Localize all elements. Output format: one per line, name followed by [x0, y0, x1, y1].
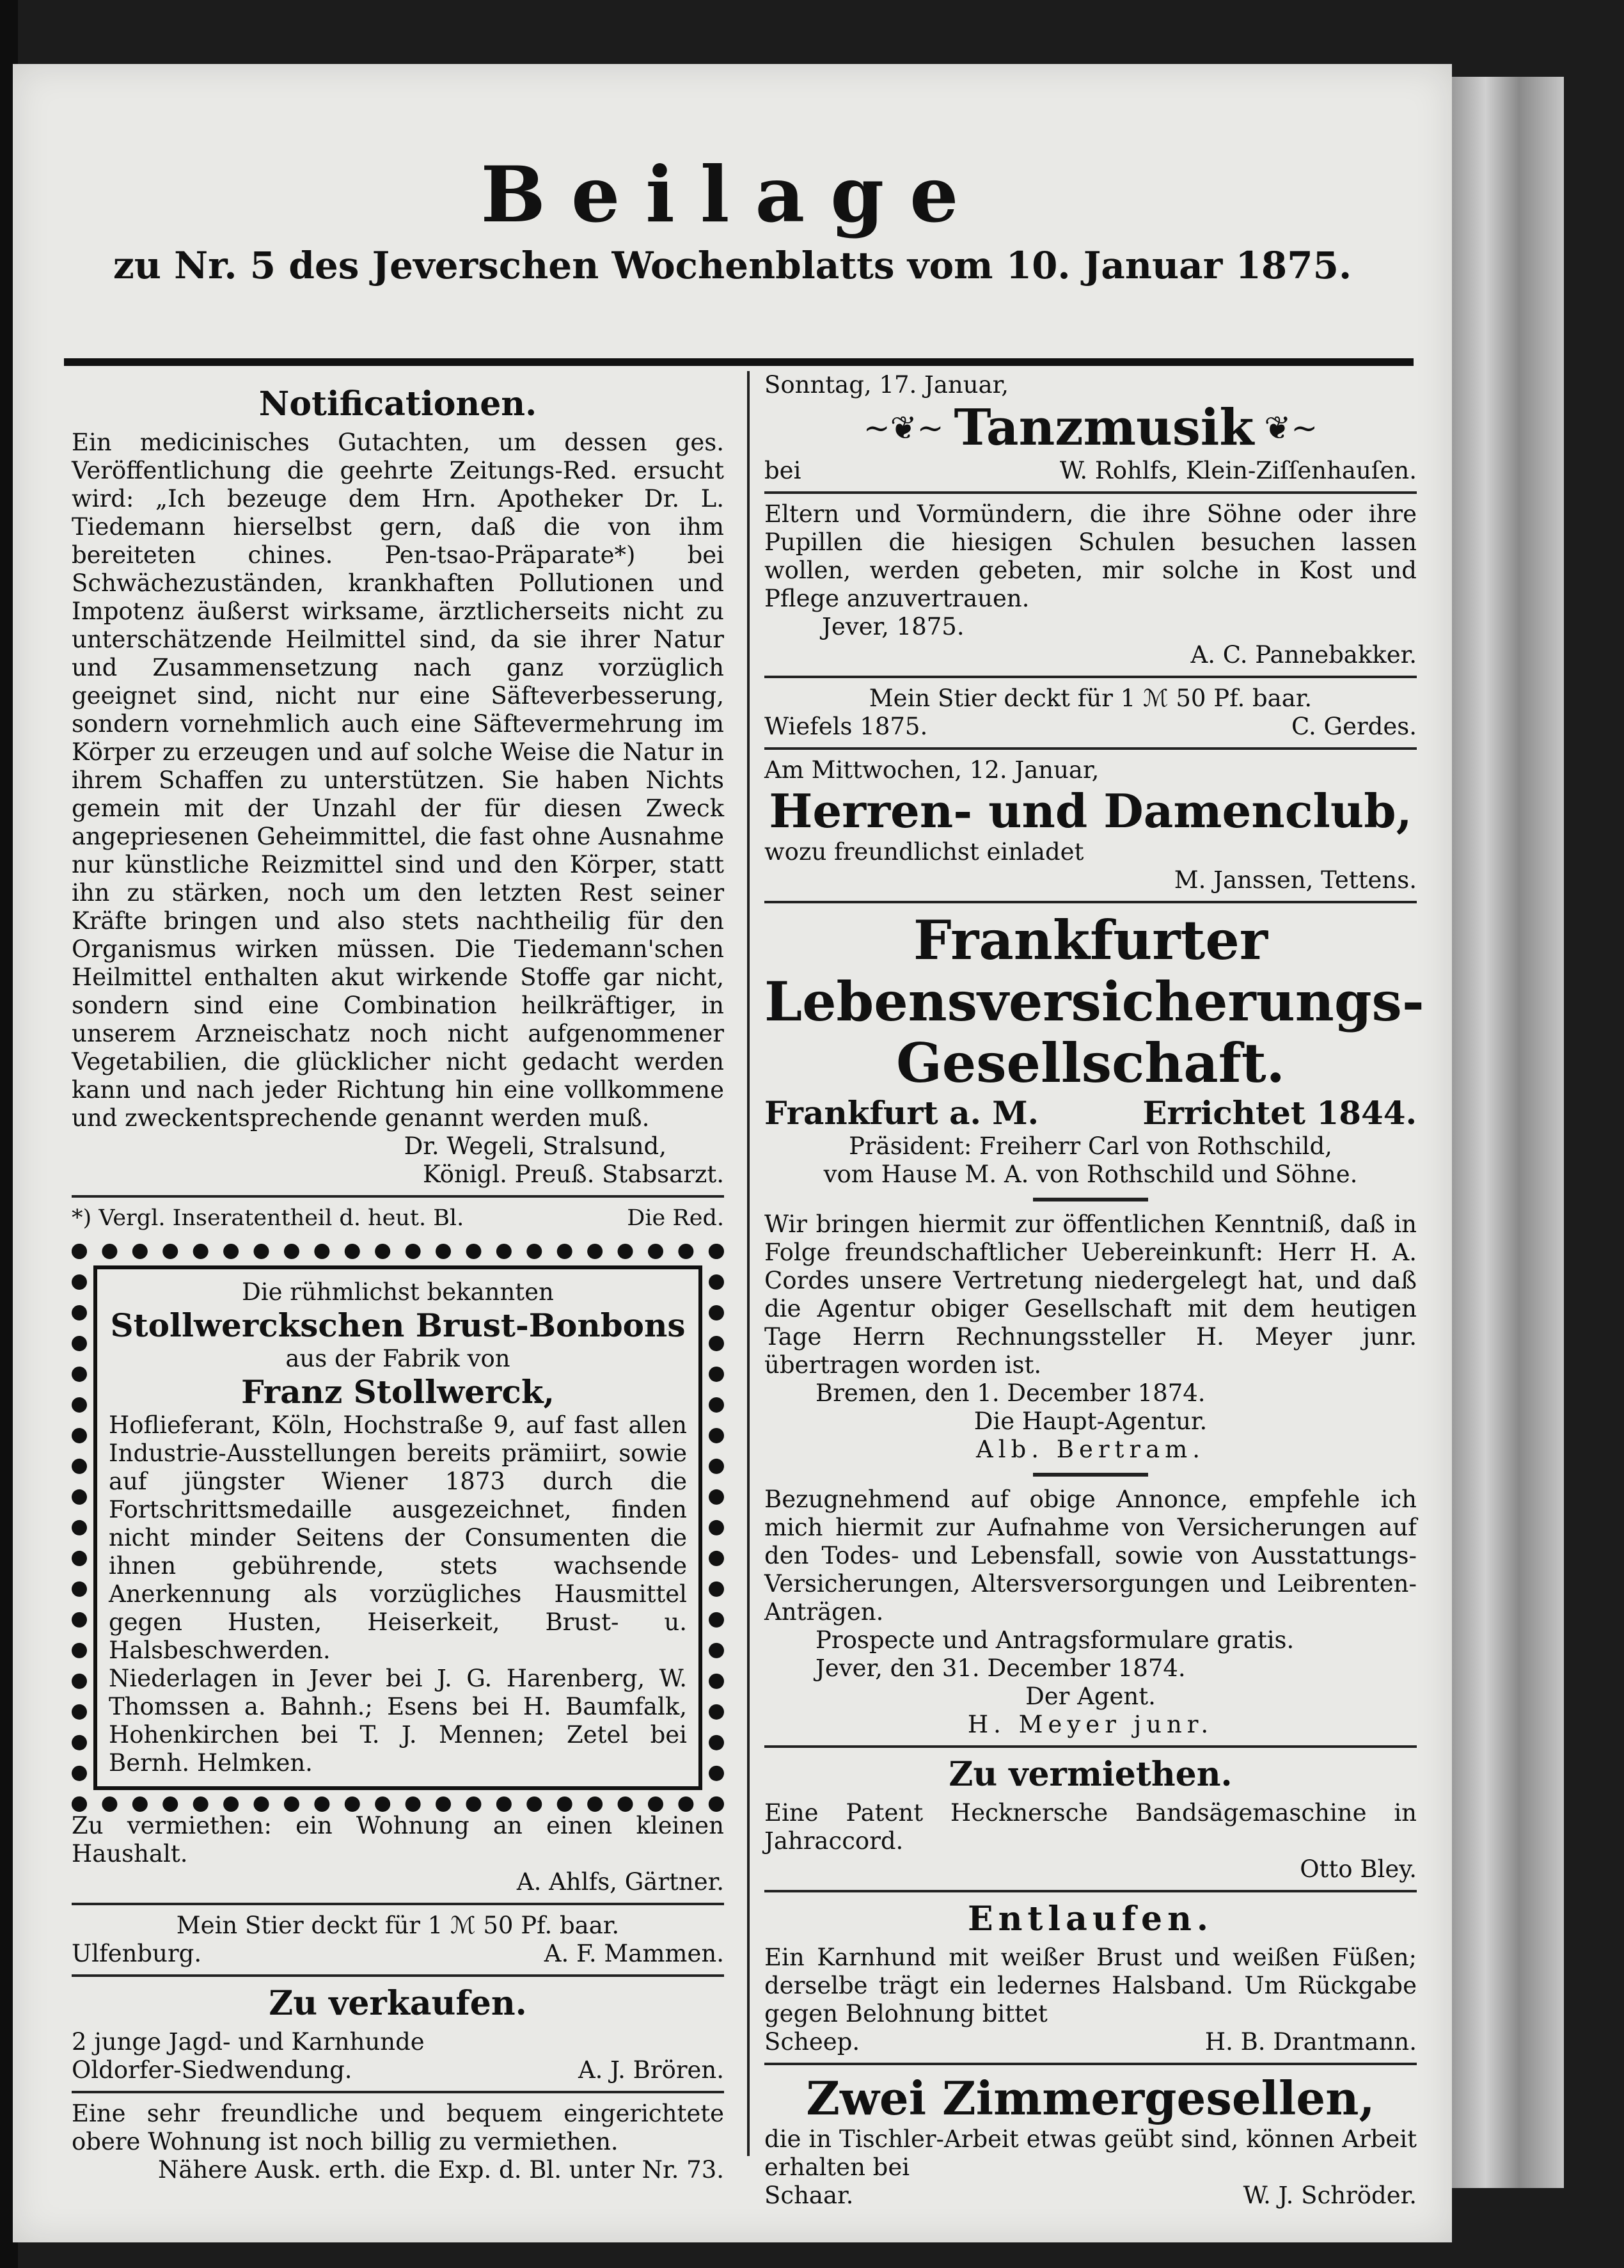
- sale-ad: [72, 1983, 724, 2084]
- tanz-ad: [764, 371, 1417, 485]
- page-header: [13, 150, 1452, 288]
- divider: [764, 747, 1417, 750]
- bull-ad-1-sign: [72, 1940, 724, 1968]
- frankfurter-president: Präsident: Freiherr Carl von Rothschild,: [849, 1132, 1332, 1160]
- divider: [764, 676, 1417, 678]
- rent-ad-2-name: Otto Bley.: [1300, 1855, 1417, 1883]
- bull-ad-2-sign: [764, 713, 1417, 741]
- frankfurter-date: Bremen, den 1. December 1874.: [816, 1379, 1206, 1407]
- left-column: [72, 384, 724, 2184]
- rent-ad-2-text: Eine Patent Hecknersche Bandsägemaschine in Jahraccord.: [764, 1799, 1417, 1855]
- divider: [764, 2063, 1417, 2065]
- bull-ad-2-name: C. Gerdes.: [1291, 713, 1417, 740]
- rent-ad-2: [764, 1754, 1417, 1883]
- divider: [72, 1974, 724, 1977]
- footnote-editor: Die Red.: [627, 1205, 724, 1231]
- sale-text: 2 junge Jagd- und Karnhunde: [72, 2028, 425, 2056]
- tanz-host-line: [764, 457, 1417, 485]
- header-rule: [64, 358, 1414, 366]
- bull-ad-2: [764, 685, 1417, 741]
- frankfurter-prospekte: Prospecte und Antragsformulare gratis.: [816, 1626, 1295, 1654]
- bull-ad-2-text: Mein Stier deckt für 1 ℳ 50 Pf. baar.: [869, 685, 1313, 712]
- sale-name: A. J. Brören.: [578, 2056, 724, 2084]
- club-date: Am Mittwochen, 12. Januar,: [764, 756, 1100, 784]
- frankfurter-offer: Bezugnehmend auf obige Annonce, empfehle ich mich hiermit zur Aufnahme von Versicherungen auf den Todes- und Lebensfall, sowie von Ausstattungs-Versicherungen, Altersversorgungen und Leibrenten-Anträgen.: [764, 1486, 1417, 1626]
- pannebakker-place: Jever, 1875.: [822, 613, 965, 640]
- page-subtitle: zu Nr. 5 des Jeverschen Wochenblatts vom 10. Januar 1875.: [113, 244, 1352, 287]
- sale-place: Oldorfer-Siedwendung.: [72, 2056, 352, 2084]
- frankfurter-notice: Wir bringen hiermit zur öffentlichen Kenntniß, daß in Folge freundschaftlicher Uebereinkunft: Herr H. A. Cordes unsere Vertretung niedergelegt hat, und daß die Agentur obiger Gesellschaft mit dem heutigen Tage Herrn Rechnungssteller H. Meyer junr. übertragen worden ist.: [764, 1210, 1417, 1379]
- flat-info: Nähere Ausk. erth. die Exp. d. Bl. unter Nr. 73.: [157, 2156, 724, 2184]
- bull-ad-1-place: Ulfenburg.: [72, 1940, 202, 1967]
- frankfurter-founded: Errichtet 1844.: [1142, 1094, 1417, 1132]
- bull-ad-2-place: Wiefels 1875.: [764, 713, 928, 740]
- club-invite: wozu freundlichst einladet: [764, 838, 1084, 866]
- bull-ad-1-text: Mein Stier deckt für 1 ℳ 50 Pf. baar.: [176, 1912, 620, 1939]
- bull-ad-1-name: A. F. Mammen.: [544, 1940, 724, 1967]
- journeymen-name: W. J. Schröder.: [1243, 2182, 1417, 2209]
- notifications-signature: Dr. Wegeli, Stralsund,: [404, 1132, 666, 1160]
- runaway-text: Ein Karnhund mit weißer Brust und weißen Füßen; derselbe trägt ein ledernes Halsband. Um Rückgabe gegen Belohnung bittet: [764, 1944, 1417, 2027]
- stollwerck-from: aus der Fabrik von: [285, 1345, 510, 1372]
- rent-ad-2-heading: Zu vermiethen.: [949, 1755, 1233, 1794]
- flat-ad: [72, 2100, 724, 2184]
- rent-ad-1: [72, 1812, 724, 1896]
- stollwerck-intro: Die rühmlichst bekannten: [242, 1278, 554, 1306]
- book-page-edges: [1452, 77, 1564, 2188]
- divider: [72, 1195, 724, 1198]
- runaway-place: Scheep.: [764, 2028, 860, 2056]
- runaway-ad: [764, 1899, 1417, 2056]
- divider: [72, 2091, 724, 2093]
- pannebakker-name: A. C. Pannebakker.: [1190, 641, 1417, 669]
- tanz-date: Sonntag, 17. Januar,: [764, 371, 1009, 399]
- divider: [764, 491, 1417, 494]
- tanz-title: Tanzmusik: [954, 399, 1254, 457]
- sale-sign: [72, 2056, 724, 2084]
- short-divider: [1033, 1198, 1148, 1201]
- journeymen-place: Schaar.: [764, 2182, 854, 2209]
- frankfurter-ad: [764, 908, 1424, 1739]
- tanz-bei: bei: [764, 457, 801, 484]
- column-divider: [747, 371, 750, 2156]
- divider: [764, 1890, 1417, 1892]
- short-divider: [1033, 1473, 1148, 1477]
- runaway-heading: Entlaufen.: [967, 1899, 1214, 1939]
- pannebakker-ad: [764, 500, 1417, 669]
- frankfurter-date-2: Jever, den 31. December 1874.: [816, 1654, 1186, 1682]
- pannebakker-text: Eltern und Vormündern, die ihre Söhne oder ihre Pupillen die hiesigen Schulen besuchen lassen wollen, werden gebeten, mir solche in Kost und Pflege anzuvertrauen.: [764, 500, 1417, 612]
- divider: [764, 901, 1417, 903]
- newspaper-page: [13, 64, 1452, 2242]
- runaway-sign: [764, 2028, 1417, 2056]
- flourish-left-icon: ~❦~: [863, 409, 944, 447]
- frankfurter-agency-name: Alb. Bertram.: [976, 1436, 1205, 1463]
- flourish-right-icon: ❦~: [1264, 409, 1318, 447]
- notifications-footnote: [72, 1204, 724, 1232]
- stollwerck-depots: Niederlagen in Jever bei J. G. Harenberg, W. Thomssen a. Bahnh.; Esens bei H. Baumfalk, Hohenkirchen bei T. J. Mennen; Zetel bei Bernh. Helmken.: [109, 1665, 687, 1777]
- frankfurter-title: Frankfurter Lebensversicherungs-Gesellschaft.: [764, 908, 1424, 1095]
- tanz-title-line: [764, 399, 1417, 457]
- notifications-body: Ein medicinisches Gutachten, um dessen ges. Veröffentlichung die geehrte Zeitungs-Red. ersucht wird: „Ich bezeuge dem Hrn. Apotheker Dr. L. Tiedemann hierselbst gern, daß die von ihm bereiteten chines. Pen-tsao-Präparate*) bei Schwächezuständen, krankhaften Pollutionen und Impotenz äußerst wirksame, ärztlicherseits nicht zu unterschätzende Heilmittel sind, da sie ihrer Natur und Zusammensetzung nach ganz vorzüglich geeignet sind, nicht nur eine Säfteverbesserung, sondern vornehmlich auch eine Säftevermehrung im Körper zu erzeugen und auf solche Weise die Natur in ihrem Schaffen zu unterstützen. Sie haben Nichts gemein mit der Unzahl der für diesen Zweck angepriesenen Geheimmittel, die fast ohne Ausnahme nur künstliche Reizmittel sind und den Körper, statt ihn zu stärken, noch um den letzten Rest seiner Kräfte bringen und also stets nachtheilig für den Organismus wirken müssen. Die Tiedemann'schen Heilmittel enthalten akut wirkende Stoffe gar nicht, sondern sind eine Combination heilkräftiger, in unserem Arzneischatz noch nicht aufgenommener Vegetabilien, die glücklicher nicht gedacht werden kann und nach jeder Richtung hin eine vollkommene und zweckentsprechende genannt werden muß.: [72, 429, 724, 1132]
- stollwerck-company: Franz Stollwerck,: [241, 1373, 555, 1411]
- tanz-host: W. Rohlfs, Klein-Ziſſenhauſen.: [1059, 457, 1417, 484]
- club-ad: [764, 756, 1417, 894]
- rent-ad-1-text: Zu vermiethen: ein Wohnung an einen kleinen Haushalt.: [72, 1812, 724, 1868]
- frankfurter-house: vom Hause M. A. von Rothschild und Söhne.: [823, 1161, 1358, 1188]
- runaway-name: H. B. Drantmann.: [1204, 2028, 1417, 2056]
- frankfurter-place: Frankfurt a. M.: [764, 1094, 1039, 1132]
- journeymen-ad: [764, 2072, 1417, 2210]
- journeymen-sign: [764, 2182, 1417, 2210]
- frankfurter-agent-name: H. Meyer junr.: [967, 1711, 1214, 1738]
- stollwerck-body: Hoflieferant, Köln, Hochstraße 9, auf fast allen Industrie-Ausstellungen bereits prämiirt, sowie auf jüngster Wiener 1873 durch die Fortschrittsmedaille ausgezeichnet, finden nicht minder Seitens der Consumenten die ihnen gebührende, stets wachsende Anerkennung als vorzügliches Hausmittel gegen Husten, Heiserkeit, Brust- u. Halsbeschwerden.: [109, 1411, 687, 1664]
- journeymen-text: die in Tischler-Arbeit etwas geübt sind, können Arbeit erhalten bei: [764, 2125, 1417, 2181]
- rent-ad-1-name: A. Ahlfs, Gärtner.: [516, 1868, 724, 1896]
- bull-ad-1: [72, 1912, 724, 1968]
- notifications-signature-title: Königl. Preuß. Stabsarzt.: [423, 1161, 724, 1188]
- club-title: Herren- und Damenclub,: [769, 784, 1412, 838]
- divider: [72, 1903, 724, 1905]
- club-name: M. Janssen, Tettens.: [1174, 866, 1417, 894]
- footnote-text: *) Vergl. Inseratentheil d. heut. Bl.: [72, 1205, 464, 1231]
- stollwerck-title: Stollwerckschen Brust-Bonbons: [110, 1306, 686, 1344]
- notifications-heading: Notificationen.: [258, 385, 537, 424]
- sale-heading: Zu verkaufen.: [269, 1984, 527, 2023]
- right-column: [764, 371, 1424, 2210]
- divider: [764, 1745, 1417, 1748]
- page-title: Beilage: [480, 150, 984, 240]
- frankfurter-agent: Der Agent.: [1025, 1683, 1156, 1710]
- journeymen-title: Zwei Zimmergesellen,: [806, 2071, 1375, 2125]
- frankfurter-place-line: [764, 1094, 1417, 1132]
- stollwerck-ad: [72, 1244, 724, 1812]
- frankfurter-agency: Die Haupt-Agentur.: [974, 1408, 1208, 1435]
- flat-text: Eine sehr freundliche und bequem eingerichtete obere Wohnung ist noch billig zu vermiethen.: [72, 2100, 724, 2155]
